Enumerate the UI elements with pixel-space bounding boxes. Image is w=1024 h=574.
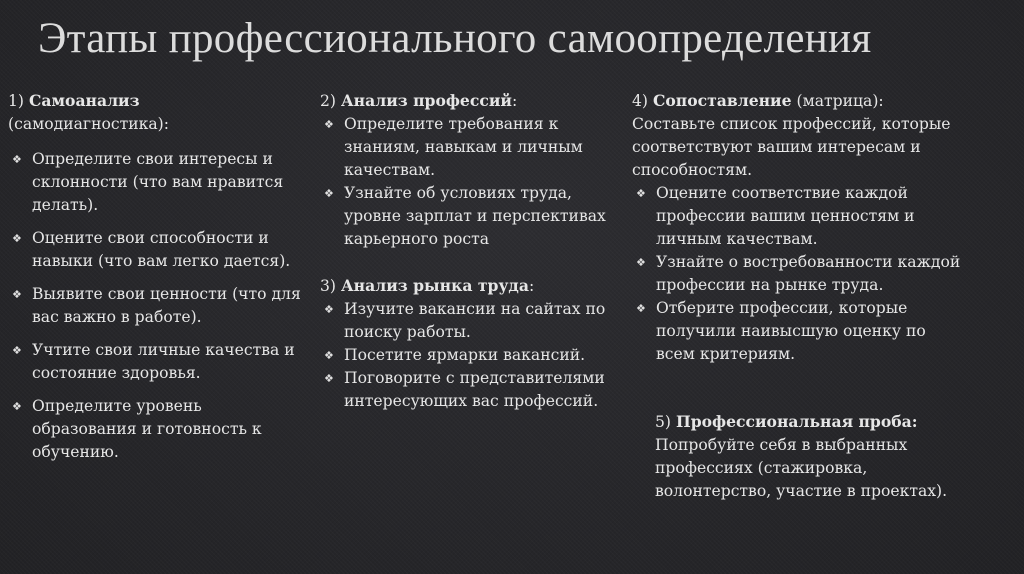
diamond-bullet-icon: ❖ <box>12 232 22 245</box>
diamond-bullet-icon: ❖ <box>12 153 22 166</box>
diamond-bullet-icon: ❖ <box>12 344 22 357</box>
diamond-bullet-icon: ❖ <box>12 288 22 301</box>
section-intro: (матрица): Составьте список профессий, которые соответствуют вашим интересам и способностям. <box>632 92 951 179</box>
section-number: 3) <box>320 277 337 295</box>
section-suffix: : <box>528 277 535 295</box>
bullet-list <box>320 113 612 251</box>
section-number: 2) <box>320 92 337 110</box>
section-number: 4) <box>632 92 649 110</box>
section-heading: Анализ рынка труда <box>340 276 529 295</box>
section-text: Попробуйте себя в выбранных профессиях (стажировка, волонтерство, участие в проектах). <box>655 436 948 500</box>
column-self-analysis <box>8 89 308 464</box>
section-heading: Самоанализ <box>28 91 140 110</box>
diamond-bullet-icon: ❖ <box>324 118 334 131</box>
list-item: ❖ Выявите свои ценности (что для вас важно в работе). <box>12 285 301 326</box>
section-number: 1) <box>8 92 25 110</box>
list-item: ❖ Узнайте о востребованности каждой профессии на рынке труда. <box>636 253 961 294</box>
list-item: ❖ Изучите вакансии на сайтах по поиску работы. <box>324 300 606 341</box>
list-item: ❖ Оцените соответствие каждой профессии вашим ценностям и личным качествам. <box>636 184 915 248</box>
column-professions-market <box>320 89 612 413</box>
diamond-bullet-icon: ❖ <box>12 400 22 413</box>
diamond-bullet-icon: ❖ <box>636 256 646 269</box>
list-item: ❖ Посетите ярмарки вакансий. <box>320 344 612 367</box>
list-item: ❖ Определите уровень образования и готовность к обучению. <box>12 397 262 461</box>
diamond-bullet-icon: ❖ <box>636 302 646 315</box>
slide-title: Этапы профессионального самоопределения <box>38 15 872 62</box>
section-note: (самодиагностика): <box>8 115 170 133</box>
column-comparison <box>632 89 962 366</box>
section-heading: Сопоставление <box>652 91 792 110</box>
diamond-bullet-icon: ❖ <box>324 372 334 385</box>
diamond-bullet-icon: ❖ <box>636 187 646 200</box>
section-number: 5) <box>655 413 672 431</box>
section-heading: Анализ профессий <box>340 91 512 110</box>
bullet-list <box>8 148 308 464</box>
section-suffix: : <box>511 92 518 110</box>
list-item: ❖ Определите требования к знаниям, навыкам и личным качествам. <box>324 115 583 179</box>
list-item: ❖ Отберите профессии, которые получили наивысшую оценку по всем критериям. <box>636 299 926 363</box>
section-header-comparison <box>632 89 962 182</box>
section-header-self-analysis <box>8 89 308 136</box>
list-item: ❖ Поговорите с представителями интересующих вас профессий. <box>324 369 605 410</box>
section-header-professional-trial <box>655 410 975 434</box>
list-item: ❖ Определите свои интересы и склонности (что вам нравится делать). <box>12 150 284 214</box>
list-item: ❖ Узнайте об условиях труда, уровне зарплат и перспективах карьерного роста <box>324 184 606 248</box>
bullet-list <box>320 298 612 413</box>
list-item: ❖ Оцените свои способности и навыки (что вам легко дается). <box>12 229 291 270</box>
section-header-labor-market <box>320 274 612 298</box>
section-professional-trial <box>655 410 975 503</box>
list-item: ❖ Учтите свои личные качества и состояние здоровья. <box>12 341 295 382</box>
section-header-profession-analysis <box>320 89 612 113</box>
diamond-bullet-icon: ❖ <box>324 349 334 362</box>
section-heading: Профессиональная проба: <box>675 412 918 431</box>
diamond-bullet-icon: ❖ <box>324 303 334 316</box>
diamond-bullet-icon: ❖ <box>324 187 334 200</box>
bullet-list <box>632 182 962 366</box>
